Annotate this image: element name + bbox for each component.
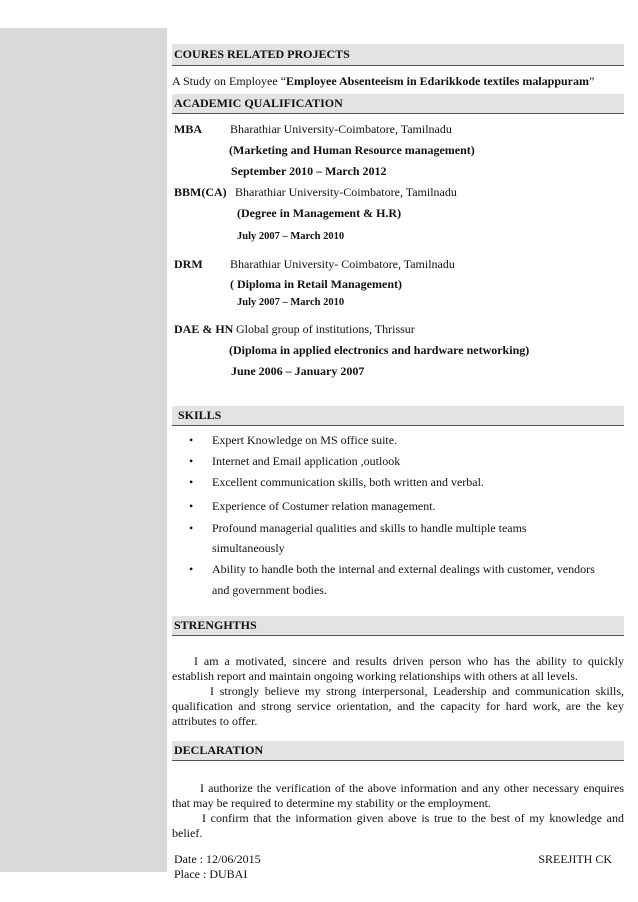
bullet-icon: • — [189, 454, 194, 468]
bullet-icon: • — [189, 475, 194, 489]
project-line — [172, 73, 624, 89]
resume-content — [172, 44, 624, 885]
signatory-name: SREEJITH CK — [538, 852, 612, 866]
declaration-header: DECLARATION — [172, 741, 624, 761]
period-dae: June 2006 – January 2007 — [231, 364, 365, 378]
skill-item: • Ability to handle both the internal and external dealings with customer, vendors — [212, 559, 595, 579]
projects-header: COURES RELATED PROJECTS — [172, 44, 624, 66]
skill-item: • Expert Knowledge on MS office suite. — [212, 430, 397, 450]
academic-header: ACADEMIC QUALIFICATION — [172, 94, 624, 114]
institution-bbm: Bharathiar University-Coimbatore, Tamilnadu — [235, 185, 457, 199]
place: Place : DUBAI — [174, 867, 248, 881]
bullet-icon: • — [189, 433, 194, 447]
signature-block — [172, 851, 624, 885]
degree-dae: DAE & HN — [174, 322, 234, 336]
left-sidebar — [0, 28, 167, 872]
project-prefix: A Study on Employee “ — [172, 74, 286, 88]
institution-mba: Bharathiar University-Coimbatore, Tamilnadu — [230, 122, 452, 136]
specialization-dae: (Diploma in applied electronics and hardware networking) — [229, 343, 530, 357]
period-mba: September 2010 – March 2012 — [231, 164, 387, 178]
declaration-paragraph-1: I authorize the verification of the above information and any other necessary enquires that may be required to determine my stability or the employment. — [172, 781, 624, 810]
institution-dae: Global group of institutions, Thrissur — [236, 322, 415, 336]
academic-entries — [172, 114, 624, 406]
skill-item: • Experience of Costumer relation management. — [212, 496, 436, 516]
degree-drm: DRM — [174, 257, 203, 271]
skills-header: SKILLS — [172, 406, 624, 426]
date: Date : 12/06/2015 — [174, 852, 261, 866]
skill-item: • Excellent communication skills, both written and verbal. — [212, 472, 484, 492]
strengths-paragraph-2: I strongly believe my strong interpersonal, Leadership and communication skills, qualification and strong service orientation, and the capacity for hard work, are the key attributes to offer. — [172, 684, 624, 728]
bullet-icon: • — [189, 562, 194, 576]
skill-item-continuation: simultaneously — [212, 541, 285, 555]
project-suffix: ” — [589, 74, 595, 88]
institution-drm: Bharathiar University- Coimbatore, Tamilnadu — [230, 257, 455, 271]
skill-item-continuation: and government bodies. — [212, 583, 327, 597]
project-title: Employee Absenteeism in Edarikkode textiles malappuram — [286, 74, 590, 88]
skill-item: • Profound managerial qualities and skills to handle multiple teams — [212, 518, 527, 538]
bullet-icon: • — [189, 521, 194, 535]
period-bbm: July 2007 – March 2010 — [237, 231, 345, 242]
period-drm: July 2007 – March 2010 — [237, 297, 345, 308]
strengths-header: STRENGHTHS — [172, 616, 624, 636]
skill-item: • Internet and Email application ,outlook — [212, 451, 400, 471]
specialization-bbm: (Degree in Management & H.R) — [237, 206, 402, 220]
specialization-drm: ( Diploma in Retail Management) — [230, 277, 402, 291]
degree-bbm: BBM(CA) — [174, 185, 227, 199]
strengths-paragraph-1: I am a motivated, sincere and results driven person who has the ability to quickly establish report and maintain ongoing working relationships with others at all levels. — [172, 654, 624, 683]
skills-list — [172, 426, 624, 610]
bullet-icon: • — [189, 499, 194, 513]
degree-mba: MBA — [174, 122, 202, 136]
specialization-mba: (Marketing and Human Resource management) — [229, 143, 475, 157]
declaration-paragraph-2: I confirm that the information given above is true to the best of my knowledge and belief. — [172, 811, 624, 840]
